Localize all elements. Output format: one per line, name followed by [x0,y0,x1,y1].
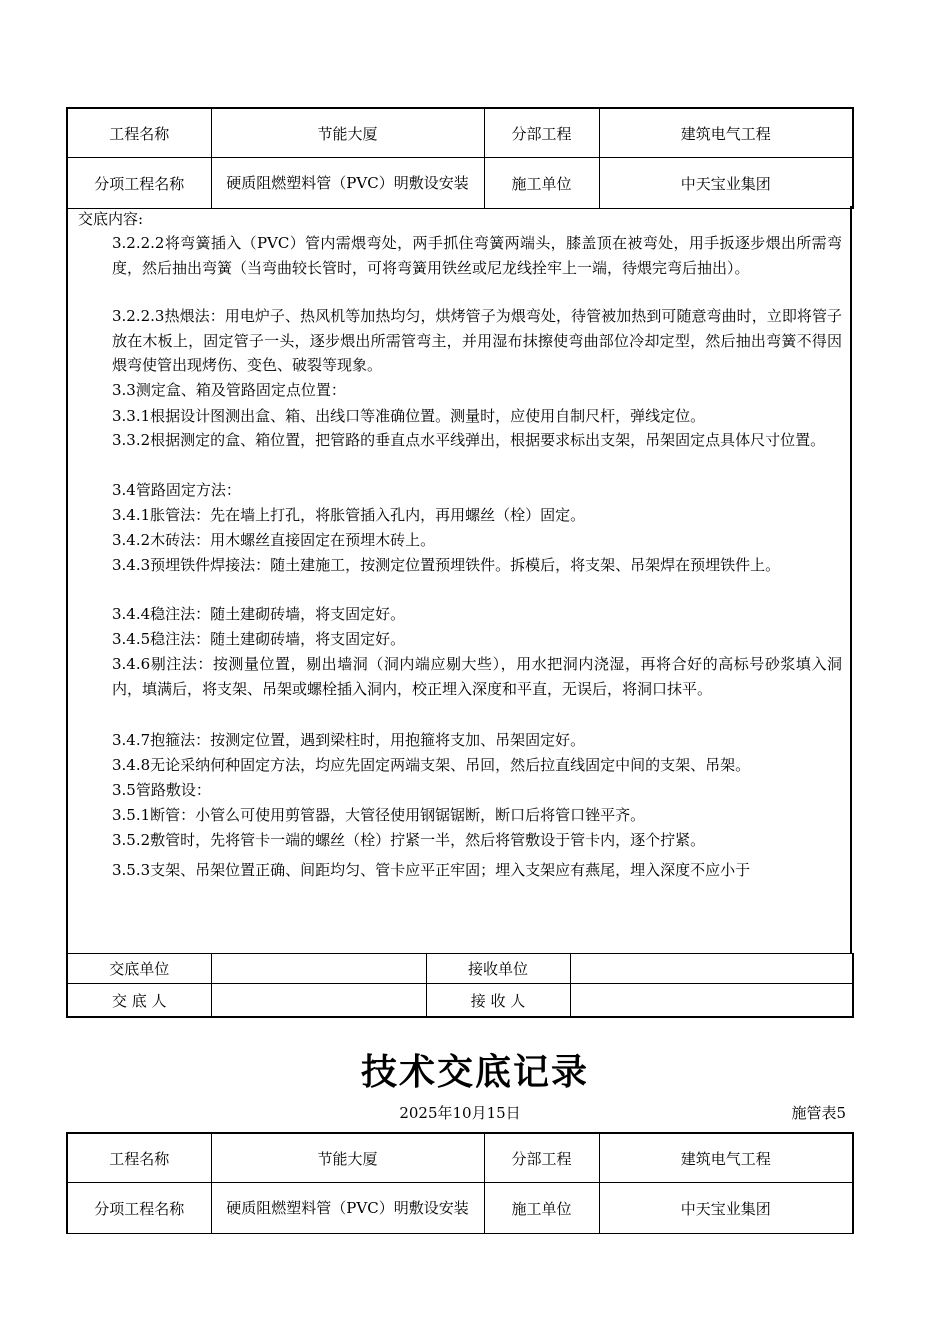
project-name-value: 节能大厦 [211,1133,484,1183]
content-paragraph: 3.4.3预埋铁件焊接法：随土建施工，按测定位置预埋铁件。拆模后，将支架、吊架焊在预埋铁件上。 [112,556,781,574]
subitem-label: 分项工程名称 [67,158,211,209]
content-paragraph: 3.2.2.3热煨法：用电炉子、热风机等加热均匀，烘烤管子为煨弯处，待管被加热到可随意弯曲时，立即将管子放在木板上，固定管子一头，逐步煨出所需管弯主，并用湿布抹擦使弯曲部位冷却定型，然后抽出弯簧不得因煨弯使管出现烤伤、变色、破裂等现象。 [112,307,842,374]
project-name-label: 工程名称 [67,1133,211,1183]
content-paragraph: 3.2.2.2将弯簧插入（PVC）管内需煨弯处，两手抓住弯簧两端头，膝盖顶在被弯处，用手扳逐步煨出所需弯度，然后抽出弯簧（当弯曲较长管时，可将弯簧用铁丝或尼龙线拴牢上一端，待煨完弯后抽出）。 [112,234,842,277]
project-name-value: 节能大厦 [211,108,484,158]
disclosure-content [66,206,852,954]
content-paragraph: 3.3测定盒、箱及管路固定点位置： [112,381,346,399]
division-value: 建筑电气工程 [599,1133,853,1183]
contractor-label: 施工单位 [484,1183,599,1234]
form-number: 施管表5 [791,1104,846,1122]
division-label: 分部工程 [484,108,599,158]
signoff-table [66,953,854,1018]
content-paragraph: 3.3.1根据设计图测出盒、箱、出线口等准确位置。测量时，应使用自制尺杆，弹线定位。 [112,407,706,425]
receiver-unit-field [570,954,853,984]
content-paragraph: 3.4管路固定方法： [112,481,241,499]
project-info-table [66,107,854,209]
division-value: 建筑电气工程 [599,108,853,158]
content-paragraph: 3.4.4稳注法：随土建砌砖墙，将支固定好。 [112,605,406,623]
project-info-table-2 [66,1132,854,1234]
subitem-value: 硬质阻燃塑料管（PVC）明敷设安装 [211,1183,484,1234]
issuer-person-label: 交 底 人 [67,984,211,1018]
receiver-unit-label: 接收单位 [426,954,570,984]
document-title: 技术交底记录 [360,1052,589,1093]
content-paragraph: 3.5.3支架、吊架位置正确、间距均匀、管卡应平正牢固；埋入支架应有燕尾，埋入深度不应小于 [112,861,751,879]
content-paragraph: 3.4.8无论采纳何种固定方法，均应先固定两端支架、吊回，然后拉直线固定中间的支架、吊架。 [112,756,751,774]
content-paragraph: 3.4.5稳注法：随土建砌砖墙，将支固定好。 [112,630,406,648]
receiver-person-label: 接 收 人 [426,984,570,1018]
issuer-unit-label: 交底单位 [67,954,211,984]
receiver-person-field [570,984,853,1018]
content-paragraph: 3.4.1胀管法：先在墙上打孔，将胀管插入孔内，再用螺丝（栓）固定。 [112,506,586,524]
content-paragraph: 3.4.7抱箍法：按测定位置，遇到梁柱时，用抱箍将支加、吊架固定好。 [112,731,586,749]
contractor-value: 中天宝业集团 [599,1183,853,1234]
content-paragraph: 3.5.2敷管时，先将管卡一端的螺丝（栓）拧紧一半，然后将管敷设于管卡内，逐个拧紧。 [112,831,706,849]
issuer-person-field [211,984,426,1018]
content-paragraph: 3.3.2根据测定的盒、箱位置，把管路的垂直点水平线弹出，根据要求标出支架，吊架固定点具体尺寸位置。 [112,431,826,449]
content-paragraph: 3.4.6剔注法：按测量位置，剔出墙洞（洞内端应剔大些），用水把洞内浇湿，再将合好的高标号砂浆填入洞内，填满后，将支架、吊架或螺栓插入洞内，校正埋入深度和平直，无误后，将洞口抹平。 [112,655,842,698]
subitem-value: 硬质阻燃塑料管（PVC）明敷设安装 [211,158,484,209]
contractor-value: 中天宝业集团 [599,158,853,209]
content-paragraph: 3.5.1断管：小管么可使用剪管器，大管径使用钢锯锯断，断口后将管口锉平齐。 [112,806,646,824]
project-name-label: 工程名称 [67,108,211,158]
subitem-label: 分项工程名称 [67,1183,211,1234]
document-date: 2025年10月15日 [399,1104,521,1122]
content-heading: 交底内容: [78,210,144,228]
contractor-label: 施工单位 [484,158,599,209]
issuer-unit-field [211,954,426,984]
content-paragraph: 3.4.2木砖法：用木螺丝直接固定在预埋木砖上。 [112,531,436,549]
division-label: 分部工程 [484,1133,599,1183]
content-paragraph: 3.5管路敷设： [112,781,211,799]
